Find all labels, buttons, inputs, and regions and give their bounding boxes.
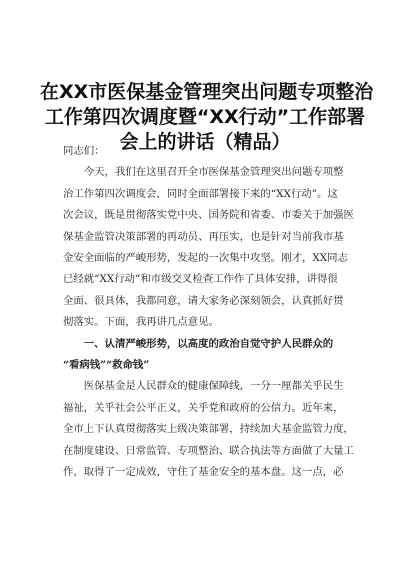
intro-line: 全面、很具体，我都同意，请大家务必深刻领会，认真抓好贯	[63, 294, 344, 307]
title-line-3: 会上的讲话（精品）	[119, 131, 291, 153]
title-line-2: 工作第四次调度暨“XX行动”工作部署	[44, 106, 366, 128]
intro-line: 金安全面临的严峻形势，发起的一次集中攻坚。刚才，XX同志	[63, 252, 348, 265]
section-1-line: 医保基金是人民群众的健康保障线，一分一厘都关乎民生	[63, 380, 344, 393]
intro-line: 已经就“XX行动”和市级交叉检查工作作了具体安排，讲得很	[63, 273, 338, 286]
section-1-heading-line: “看病钱”“救命钱”	[63, 359, 150, 372]
intro-line: 彻落实。下面，我再讲几点意见。	[63, 316, 219, 329]
intro-line: 今天，我们在这里召开全市医保基金管理突出问题专项整	[63, 166, 344, 179]
section-1-line: 在制度建设、日常监管、专项整治、联合执法等方面做了大量工	[63, 444, 354, 457]
section-1-line: 作，取得了一定成效，守住了基金安全的基本盘。这一点，必	[63, 466, 344, 479]
section-1-line: 全市上下认真贯彻落实上级决策部署，持续加大基金监管力度，	[63, 423, 354, 436]
intro-paragraph	[63, 162, 353, 333]
intro-line: 治工作第四次调度会，同时全面部署接下来的“XX行动”。这	[63, 187, 338, 200]
section-1-heading-line: 一、认清严峻形势，以高度的政治自觉守护人民群众的	[63, 337, 334, 350]
section-1-heading	[63, 334, 353, 377]
section-1-paragraph	[63, 376, 353, 483]
document-body	[63, 141, 353, 484]
section-1-line: 福祉，关乎社会公平正义，关乎党和政府的公信力。近年来，	[63, 401, 344, 414]
title-line-1: 在XX市医保基金管理突出问题专项整治	[40, 81, 374, 103]
intro-line: 次会议，既是贯彻落实党中央、国务院和省委、市委关于加强医	[63, 209, 354, 222]
salutation: 同志们：	[63, 145, 105, 157]
intro-line: 保基金监管决策部署的再动员、再压实，也是针对当前我市基	[63, 230, 344, 243]
